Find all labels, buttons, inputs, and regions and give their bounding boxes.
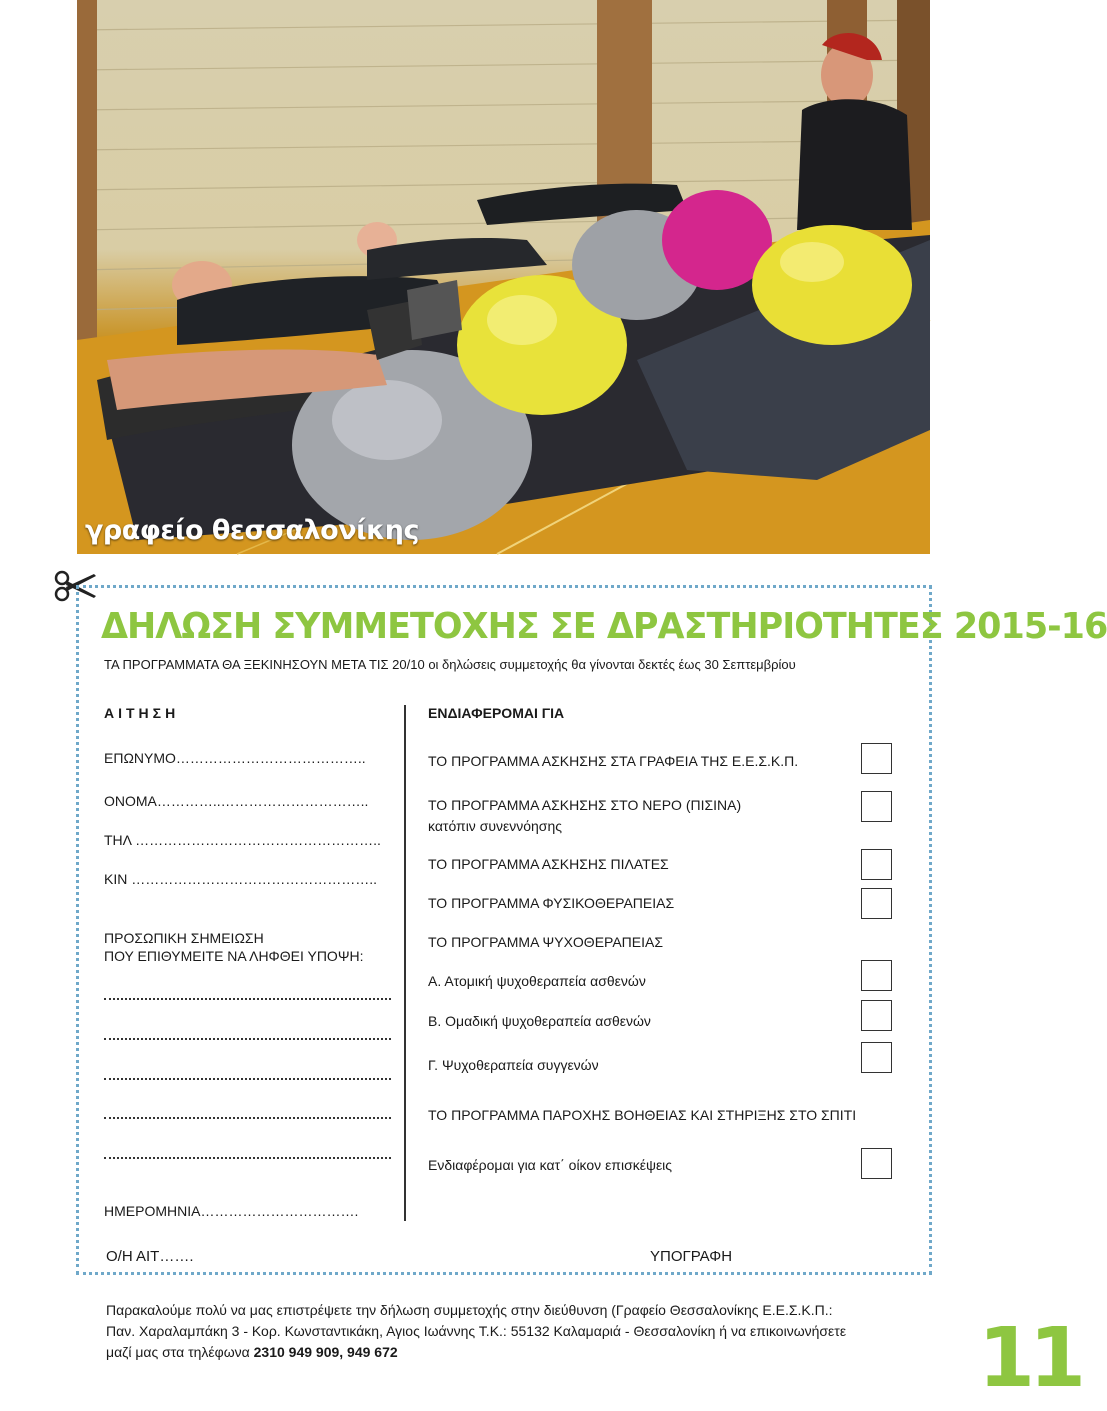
footer-return-instructions xyxy=(106,1300,926,1363)
exercise-class-illustration xyxy=(77,0,930,554)
option-relatives-psychotherapy: Γ. Ψυχοθεραπεία συγγενών xyxy=(428,1057,599,1073)
photo-caption: γραφείο θεσσαλονίκης xyxy=(85,515,420,546)
checkbox-physiotherapy[interactable] xyxy=(861,888,892,919)
option-exercise-pool-note: κατόπιν συνεννόησης xyxy=(428,818,562,834)
checkbox-individual-psychotherapy[interactable] xyxy=(861,960,892,991)
footer-line-3-text: μαζί μας στα τηλέφωνα xyxy=(106,1344,254,1360)
footer-phone-numbers: 2310 949 909, 949 672 xyxy=(253,1344,398,1360)
checkbox-pilates[interactable] xyxy=(861,849,892,880)
signature-label: ΥΠΟΓΡΑΦΗ xyxy=(650,1248,733,1265)
note-line[interactable] xyxy=(104,1038,391,1040)
option-physiotherapy: ΤΟ ΠΡΟΓΡΑΜΜΑ ΦΥΣΙΚΟΘΕΡΑΠΕΙΑΣ xyxy=(428,895,675,911)
note-line[interactable] xyxy=(104,1157,391,1159)
option-psychotherapy: ΤΟ ΠΡΟΓΡΑΜΜΑ ΨΥΧΟΘΕΡΑΠΕΙΑΣ xyxy=(428,934,663,950)
date-field[interactable]: ΗΜΕΡΟΜΗΝΙΑ……………………………. xyxy=(104,1203,359,1219)
option-exercise-offices: ΤΟ ΠΡΟΓΡΑΜΜΑ ΑΣΚΗΣΗΣ ΣΤΑ ΓΡΑΦΕΙΑ ΤΗΣ Ε.Ε.Σ.Κ.Π. xyxy=(428,753,799,769)
note-line[interactable] xyxy=(104,1117,391,1119)
checkbox-relatives-psychotherapy[interactable] xyxy=(861,1042,892,1073)
interest-heading: ΕΝΔΙΑΦΕΡΟΜΑΙ ΓΙΑ xyxy=(428,705,565,721)
note-line[interactable] xyxy=(104,1078,391,1080)
note-line[interactable] xyxy=(104,998,391,1000)
form-title: ΔΗΛΩΣΗ ΣΥΜΜΕΤΟΧΗΣ ΣΕ ΔΡΑΣΤΗΡΙΟΤΗΤΕΣ 2015-16 xyxy=(101,606,1107,647)
form-subtitle: ΤΑ ΠΡΟΓΡΑΜΜΑΤΑ ΘΑ ΞΕΚΙΝΗΣΟΥΝ ΜΕΤΑ ΤΙΣ 20/10 οι δηλώσεις συμμετοχής θα γίνονται δεκτές έως 30 Σεπτεμβρίου xyxy=(104,657,796,672)
checkbox-group-psychotherapy[interactable] xyxy=(861,1000,892,1031)
footer-line-2: Παν. Χαραλαμπάκη 3 - Κορ. Κωνσταντικάκη, Αγιος Ιωάννης Τ.Κ.: 55132 Καλαμαριά - Θεσσαλονίκη ή να επικοινωνήσετε xyxy=(106,1323,847,1339)
checkbox-exercise-offices[interactable] xyxy=(861,743,892,774)
name-field[interactable]: ΟΝΟΜΑ…………..………………………….. xyxy=(104,793,369,809)
page-number: 11 xyxy=(978,1311,1081,1406)
applicant-label: Ο/Η ΑΙΤ……. xyxy=(106,1248,194,1265)
option-individual-psychotherapy: Α. Ατομική ψυχοθεραπεία ασθενών xyxy=(428,973,646,989)
option-group-psychotherapy: Β. Ομαδική ψυχοθεραπεία ασθενών xyxy=(428,1013,651,1029)
footer-line-1: Παρακαλούμε πολύ να μας επιστρέψετε την δήλωση συμμετοχής στην διεύθυνση (Γραφείο Θεσσαλονίκης Ε.Ε.Σ.Κ.Π.: xyxy=(106,1302,833,1318)
option-home-support: ΤΟ ΠΡΟΓΡΑΜΜΑ ΠΑΡΟΧΗΣ ΒΟΗΘΕΙΑΣ ΚΑΙ ΣΤΗΡΙΞΗΣ ΣΤΟ ΣΠΙΤΙ xyxy=(428,1107,857,1123)
personal-note-label-line2: ΠΟΥ ΕΠΙΘΥΜΕΙΤΕ ΝΑ ΛΗΦΘΕΙ ΥΠΟΨΗ: xyxy=(104,948,364,964)
option-pilates: ΤΟ ΠΡΟΓΡΑΜΜΑ ΑΣΚΗΣΗΣ ΠΙΛΑΤΕΣ xyxy=(428,856,669,872)
personal-note-label-line1: ΠΡΟΣΩΠΙΚΗ ΣΗΜΕΙΩΣΗ xyxy=(104,930,264,946)
mobile-field[interactable]: ΚΙΝ …………………………………………….. xyxy=(104,871,378,887)
column-divider xyxy=(404,705,406,1221)
checkbox-home-visits[interactable] xyxy=(861,1148,892,1179)
header-photo xyxy=(77,0,930,554)
phone-field[interactable]: ΤΗΛ …………………………………………….. xyxy=(104,832,381,848)
application-heading: ΑΙΤΗΣΗ xyxy=(104,705,180,721)
surname-field[interactable]: ΕΠΩΝΥΜΟ………………………………….. xyxy=(104,750,366,766)
option-exercise-pool: ΤΟ ΠΡΟΓΡΑΜΜΑ ΑΣΚΗΣΗΣ ΣΤΟ ΝΕΡΟ (ΠΙΣΙΝΑ) xyxy=(428,797,742,813)
checkbox-exercise-pool[interactable] xyxy=(861,791,892,822)
option-home-visits: Ενδιαφέρομαι για κατ΄ οίκον επισκέψεις xyxy=(428,1157,673,1173)
footer-line-3 xyxy=(106,1342,926,1363)
